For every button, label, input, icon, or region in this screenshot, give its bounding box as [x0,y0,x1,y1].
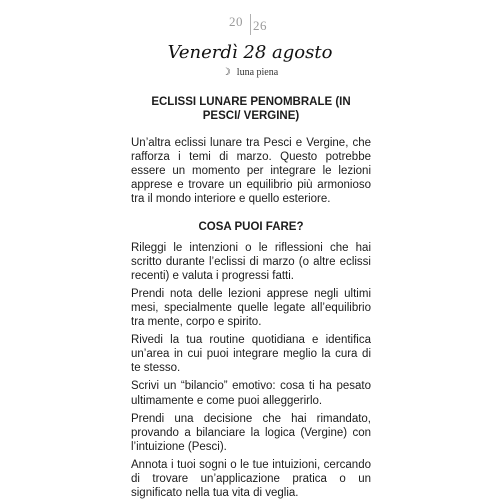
action-item: Prendi una decisione che hai rimandato, provando a bilanciare la logica (Vergine) con l’intuizione (Pesci). [131,412,371,453]
crescent-moon-icon: ☽ [221,67,231,78]
action-item: Annota i tuoi sogni o le tue intuizioni, cercando di trovare un’applicazione pratica o un significato nella tua vita di veglia. [131,458,371,500]
year-right-digits: 26 [253,18,267,33]
moon-phase-label: luna piena [236,67,279,78]
date-title: Venerdì 28 agosto [167,42,333,63]
action-item: Rivedi la tua routine quotidiana e identifica un’area in cui puoi integrare meglio la cura di te stesso. [131,334,371,375]
eclipse-description: Un’altra eclissi lunare tra Pesci e Vergine, che rafforza i temi di marzo. Questo potrebbe essere un momento per integrare le lezioni apprese e trovare un equilibrio più armonioso tra il mondo interiore e quello esteriore. [131,137,371,206]
section-heading-eclipse: ECLISSI LUNARE PENOMBRALE (IN PESCI/ VERGINE) [151,96,351,122]
year-marker [0,14,500,34]
year-left-digits: 20 [229,14,243,29]
action-item: Prendi nota delle lezioni apprese negli ultimi mesi, specialmente quelle legate all’equilibrio tra mente, corpo e spirito. [131,287,371,329]
section-heading-actions: COSA PUOI FARE? [198,221,304,234]
content-column [131,95,371,504]
action-item: Scrivi un “bilancio” emotivo: cosa ti ha pesato ultimamente e come puoi alleggerirlo. [131,380,371,407]
year-divider [250,14,251,35]
action-item: Rileggi le intenzioni o le riflessioni che hai scritto durante l’eclissi di marzo (o altre eclissi recenti) e valuta i progressi fatti. [131,241,371,282]
moon-phase-row [0,67,500,78]
